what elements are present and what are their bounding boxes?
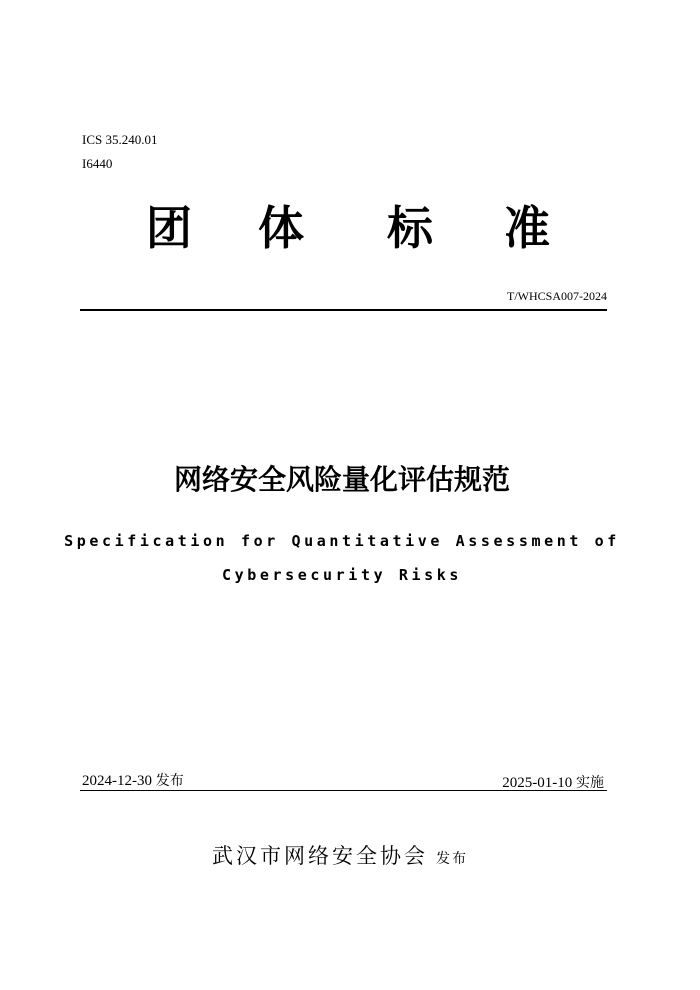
document-title-zh: 网络安全风险量化评估规范 (173, 463, 510, 496)
ics-code: ICS 35.240.01 (82, 132, 158, 147)
publish-label: 发布 (155, 773, 184, 789)
publish-date-block (82, 771, 184, 791)
standard-type-char: 标 (387, 201, 433, 255)
standard-type-char: 准 (504, 201, 550, 255)
standard-type-char: 团 (146, 201, 192, 255)
standard-type-heading (80, 198, 607, 258)
publisher-line (212, 841, 468, 874)
classification-code: I6440 (82, 156, 113, 171)
document-title-en-line1: Specification for Quantitative Assessment of (64, 532, 620, 550)
document-title-en-line2: Cybersecurity Risks (222, 566, 462, 584)
publish-date: 2024-12-30 (82, 773, 152, 789)
standard-number: T/WHCSA007-2024 (507, 289, 607, 303)
footer-divider (80, 790, 607, 791)
publisher-label: 发布 (436, 851, 468, 867)
implement-date: 2025-01-10 (502, 775, 573, 791)
publisher-name: 武汉市网络安全协会 (212, 844, 428, 868)
implement-label: 实施 (576, 775, 604, 791)
header-divider (80, 309, 607, 311)
standard-type-char: 体 (258, 201, 304, 255)
